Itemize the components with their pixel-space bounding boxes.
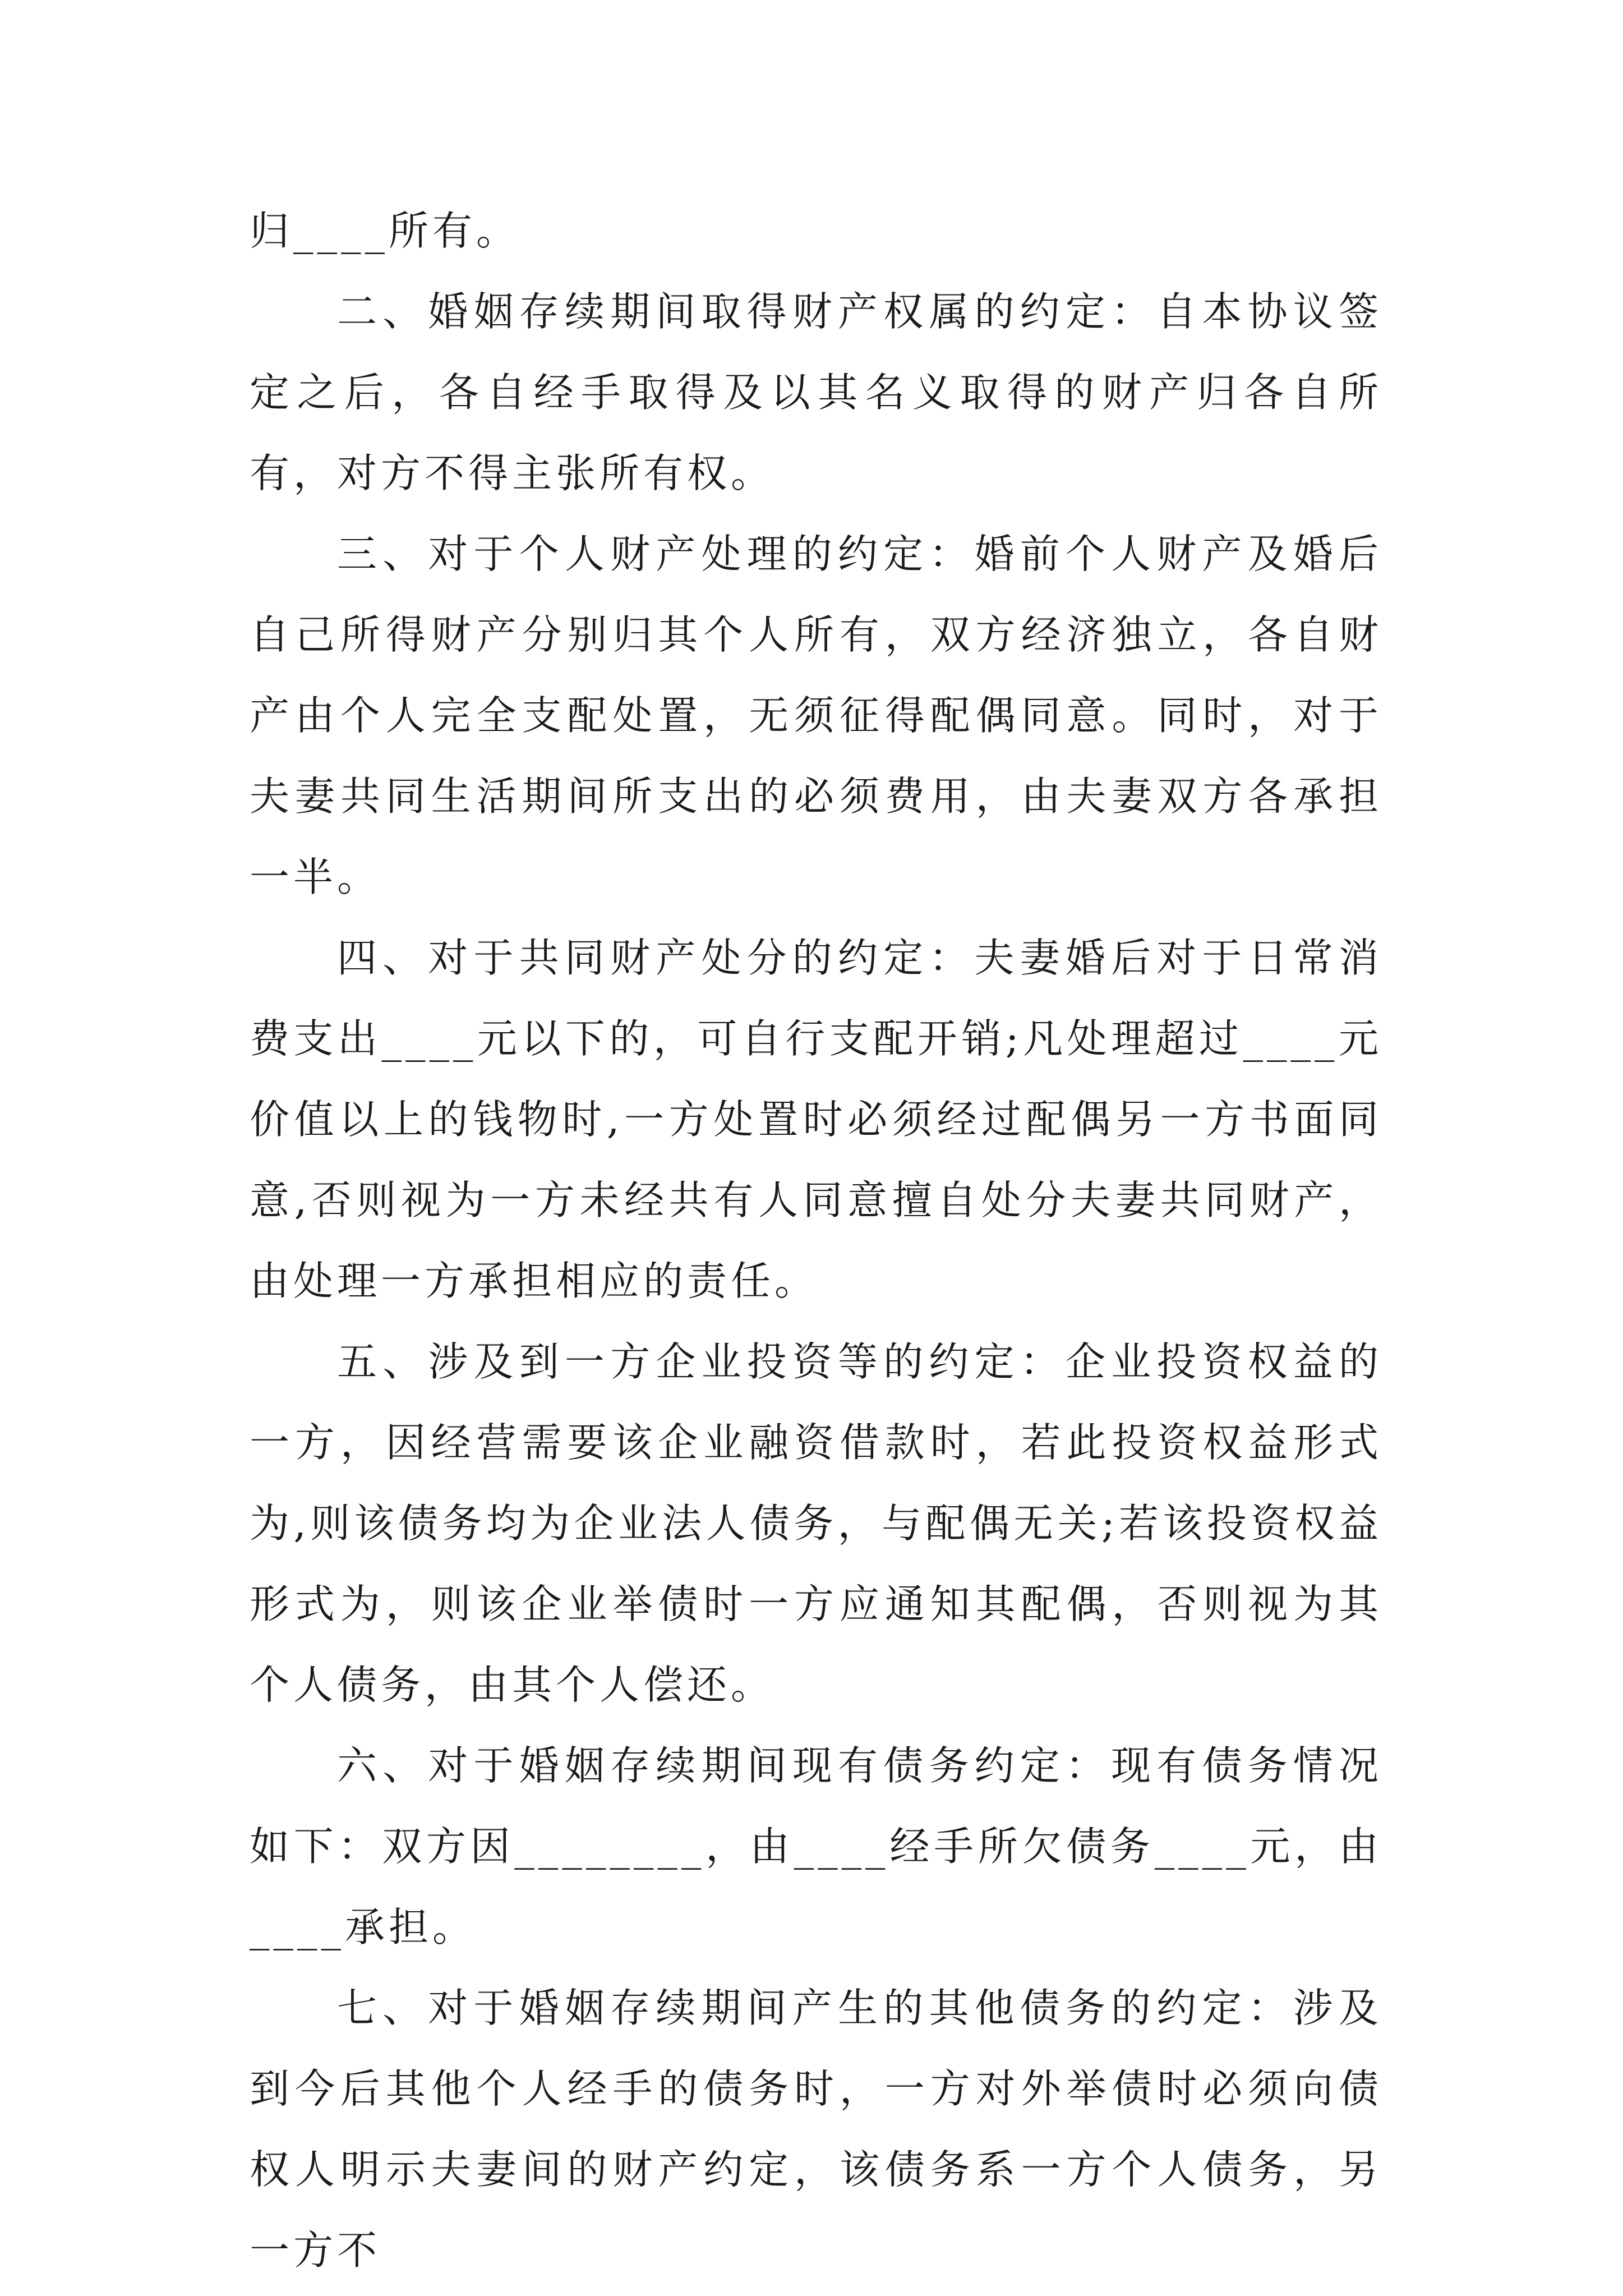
document-body: [250, 191, 1382, 2291]
paragraph-clause-2: 二、婚姻存续期间取得财产权属的约定：自本协议签定之后，各自经手取得及以其名义取得的财产归各自所有，对方不得主张所有权。: [250, 288, 1382, 496]
paragraph-clause-3: 三、对于个人财产处理的约定：婚前个人财产及婚后自己所得财产分别归其个人所有，双方经济独立，各自财产由个人完全支配处置，无须征得配偶同意。同时，对于夫妻共同生活期间所支出的必须费用，由夫妻双方各承担一半。: [250, 531, 1382, 900]
paragraph-continuation: 归____所有。: [250, 208, 520, 254]
paragraph-clause-7: 七、对于婚姻存续期间产生的其他债务的约定：涉及到今后其他个人经手的债务时，一方对外举债时必须向债权人明示夫妻间的财产约定，该债务系一方个人债务，另一方不: [250, 1985, 1382, 2274]
paragraph-clause-5: 五、涉及到一方企业投资等的约定：企业投资权益的一方，因经营需要该企业融资借款时，若此投资权益形式为,则该债务均为企业法人债务，与配偶无关;若该投资权益形式为，则该企业举债时一方应通知其配偶，否则视为其个人债务，由其个人偿还。: [250, 1338, 1382, 1708]
paragraph-clause-4: 四、对于共同财产处分的约定：夫妻婚后对于日常消费支出____元以下的，可自行支配开销;凡处理超过____元价值以上的钱物时,一方处置时必须经过配偶另一方书面同意,否则视为一方未经共有人同意擅自处分夫妻共同财产，由处理一方承担相应的责任。: [250, 935, 1382, 1304]
paragraph-clause-6: 六、对于婚姻存续期间现有债务约定：现有债务情况如下：双方因________，由____经手所欠债务____元，由____承担。: [250, 1742, 1382, 1950]
